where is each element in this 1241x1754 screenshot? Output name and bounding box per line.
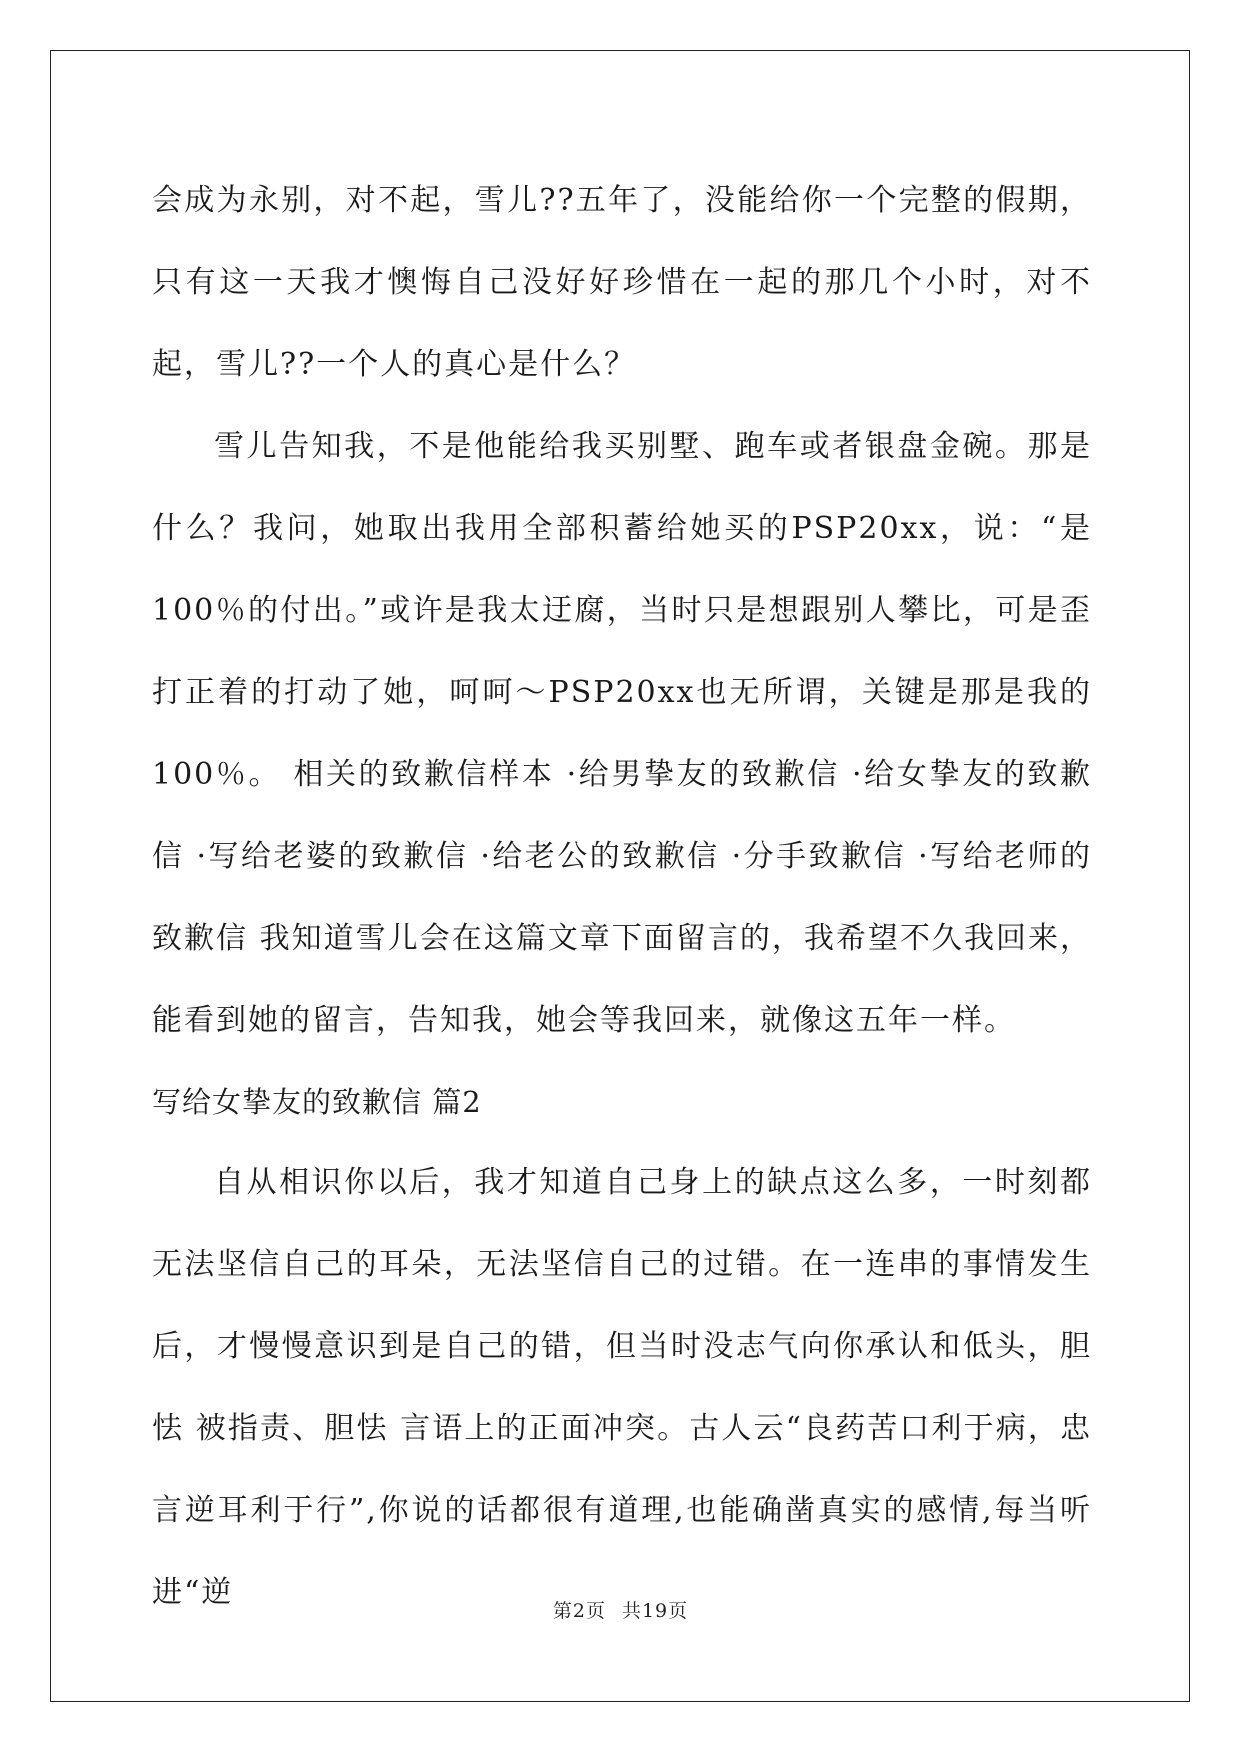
page-total: 共19页 [621,1600,689,1622]
document-body [152,160,1092,1634]
paragraph-apology: 自从相识你以后，我才知道自己身上的缺点这么多，一时刻都无法坚信自己的耳朵，无法坚信自己的过错。在一连串的事情发生后，才慢慢意识到是自己的错，但当时没志气向你承认和低头，胆怯 被指责、胆怯 言语上的正面冲突。古人云“良药苦口利于病，忠言逆耳利于行”,你说的话都很有道理,也能确凿真实的感情,每当听进“逆 [152,1165,1092,1610]
page-number: 第2页 [552,1600,606,1622]
paragraph-xueer-gift: 雪儿告知我，不是他能给我买别墅、跑车或者银盘金碗。那是什么？我问，她取出我用全部积蓄给她买的PSP20xx，说：“是100％的付出。”或许是我太迂腐，当时只是想跟别人攀比，可是歪打正着的打动了她，呵呵～PSP20xx也无所谓，关键是那是我的100％。 相关的致歉信样本 ·给男挚友的致歉信 ·给女挚友的致歉信 ·写给老婆的致歉信 ·给老公的致歉信 ·分手致歉信 ·写给老师的致歉信 我知道雪儿会在这篇文章下面留言的，我希望不久我回来，能看到她的留言，告知我，她会等我回来，就像这五年一样。 [152,429,1092,1038]
section-heading: 写给女挚友的致歉信 篇2 [152,1085,482,1119]
paragraph-continuation: 会成为永别，对不起，雪儿??五年了，没能给你一个完整的假期，只有这一天我才懊悔自己没好好珍惜在一起的那几个小时，对不起，雪儿??一个人的真心是什么？ [152,183,1092,382]
page-footer [0,1596,1241,1623]
